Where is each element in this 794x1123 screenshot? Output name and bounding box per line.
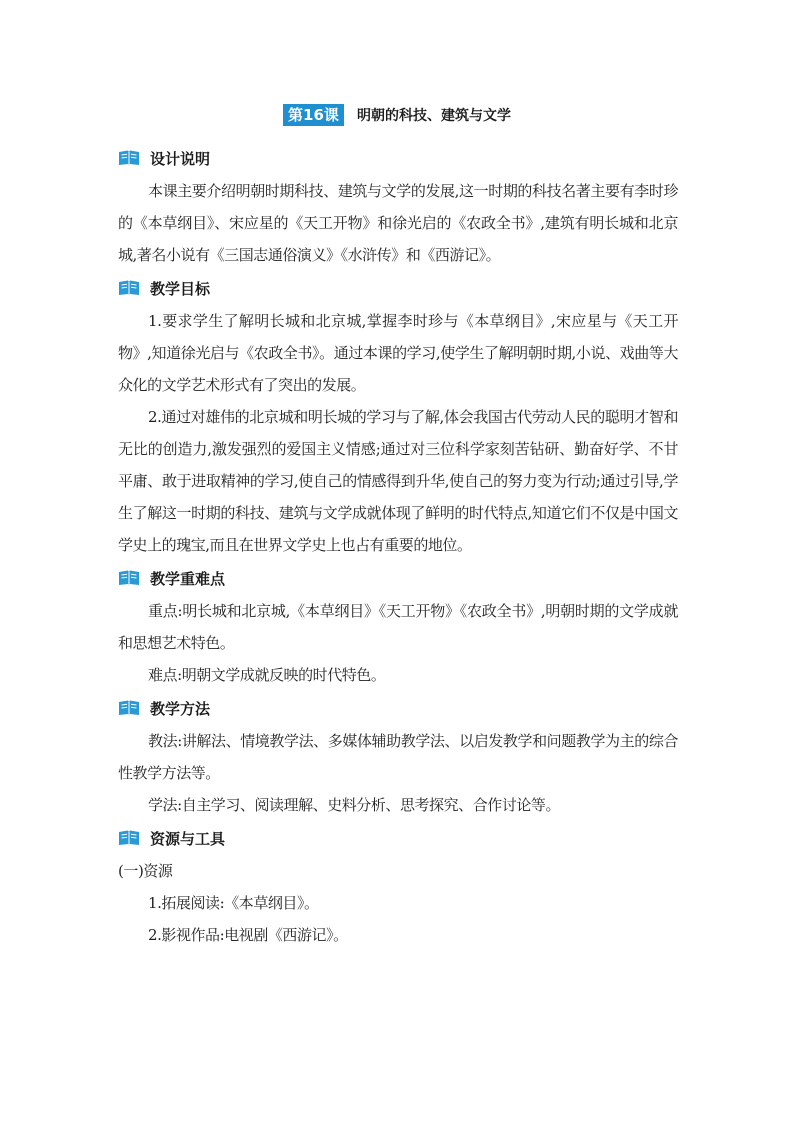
document-body	[118, 145, 678, 951]
book-icon	[118, 699, 140, 717]
section-title: 设计说明	[150, 149, 211, 168]
section-heading	[118, 145, 678, 171]
lesson-title: 明朝的科技、建筑与文学	[356, 108, 511, 124]
section-title: 教学重难点	[150, 569, 226, 588]
paragraph: 教法:讲解法、情境教学法、多媒体辅助教学法、以启发教学和问题教学为主的综合性教学方法等。	[118, 732, 678, 782]
section-key-points	[118, 565, 678, 691]
section-title: 资源与工具	[150, 829, 226, 848]
list-item: 1.拓展阅读:《本草纲目》。	[148, 894, 319, 912]
paragraph: 难点:明朝文学成就反映的时代特色。	[148, 666, 386, 684]
section-teaching-goals	[118, 275, 678, 561]
book-icon	[118, 829, 140, 847]
section-heading	[118, 275, 678, 301]
section-design-notes	[118, 145, 678, 271]
lesson-number-badge: 第16课	[283, 104, 344, 126]
paragraph: 本课主要介绍明朝时期科技、建筑与文学的发展,这一时期的科技名著主要有李时珍的《本草纲目》、宋应星的《天工开物》和徐光启的《农政全书》,建筑有明长城和北京城,著名小说有《三国志通俗演义》《水浒传》和《西游记》。	[118, 182, 678, 264]
section-heading	[118, 695, 678, 721]
book-icon	[118, 149, 140, 167]
lesson-header	[0, 104, 794, 126]
section-title: 教学目标	[150, 279, 211, 298]
paragraph: 1.要求学生了解明长城和北京城,掌握李时珍与《本草纲目》,宋应星与《天工开物》,知道徐光启与《农政全书》。通过本课的学习,使学生了解明朝时期,小说、戏曲等大众化的文学艺术形式有了突出的发展。	[118, 312, 678, 394]
paragraph: 重点:明长城和北京城,《本草纲目》《天工开物》《农政全书》,明朝时期的文学成就和思想艺术特色。	[118, 602, 678, 652]
section-resources-tools	[118, 825, 678, 951]
book-icon	[118, 569, 140, 587]
subheading: (一)资源	[118, 862, 173, 880]
list-item: 2.影视作品:电视剧《西游记》。	[148, 926, 348, 944]
section-title: 教学方法	[150, 699, 211, 718]
section-heading	[118, 825, 678, 851]
section-heading	[118, 565, 678, 591]
section-teaching-methods	[118, 695, 678, 821]
paragraph: 学法:自主学习、阅读理解、史料分析、思考探究、合作讨论等。	[148, 796, 561, 814]
book-icon	[118, 279, 140, 297]
paragraph: 2.通过对雄伟的北京城和明长城的学习与了解,体会我国古代劳动人民的聪明才智和无比的创造力,激发强烈的爱国主义情感;通过对三位科学家刻苦钻研、勤奋好学、不甘平庸、敢于进取精神的学习,使自己的情感得到升华,使自己的努力变为行动;通过引导,学生了解这一时期的科技、建筑与文学成就体现了鲜明的时代特点,知道它们不仅是中国文学史上的瑰宝,而且在世界文学史上也占有重要的地位。	[118, 408, 678, 554]
